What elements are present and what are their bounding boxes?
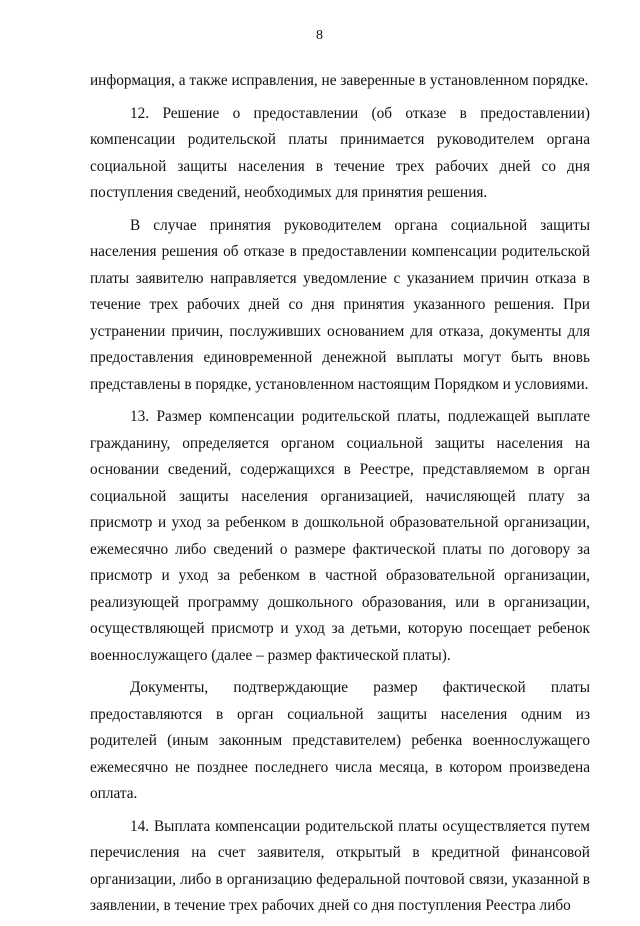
paragraph-13-amount: 13. Размер компенсации родительской платы, подлежащей выплате гражданину, определяется органом социальной защиты населения на основании сведений, содержащихся в Реестре, представляемом в орган социальной защиты населения организацией, начисляющей плату за присмотр и уход за ребенком в дошкольной образовательной организации, ежемесячно либо сведений о размере фактической платы по договору за присмотр и уход за ребенком в частной образовательной организации, реализующей программу дошкольного образования, или в организации, осуществляющей присмотр и уход за детьми, которую посещает ребенок военнослужащего (далее – размер фактической платы). [90,408,590,664]
paragraph-refusal-notice: В случае принятия руководителем органа социальной защиты населения решения об отказе в предоставлении компенсации родительской платы заявителю направляется уведомление с указанием причин отказа в течение трех рабочих дней со дня принятия указанного решения. При устранении причин, послуживших основанием для отказа, документы для предоставления единовременной денежной выплаты могут быть вновь представлены в порядке, установленном настоящим Порядком и условиями. [90,216,590,393]
document-body [90,68,590,926]
paragraph-12-decision: 12. Решение о предоставлении (об отказе в предоставлении) компенсации родительской платы принимается руководителем органа социальной защиты населения в течение трех рабочих дней со дня поступления сведений, необходимых для принятия решения. [90,104,590,201]
page-number: 8 [316,28,324,43]
paragraph-supporting-documents: Документы, подтверждающие размер фактической платы предоставляются в орган социальной защиты населения одним из родителей (иным законным представителем) ребенка военнослужащего ежемесячно не позднее последнего числа месяца, в котором произведена оплата. [90,679,590,802]
paragraph-continuation: информация, а также исправления, не заверенные в установленном порядке. [90,72,589,89]
paragraph-14-payment: 14. Выплата компенсации родительской платы осуществляется путем перечисления на счет заявителя, открытый в кредитной финансовой организации, либо в организацию федеральной почтовой связи, указанной в заявлении, в течение трех рабочих дней со дня поступления Реестра либо [90,817,590,914]
